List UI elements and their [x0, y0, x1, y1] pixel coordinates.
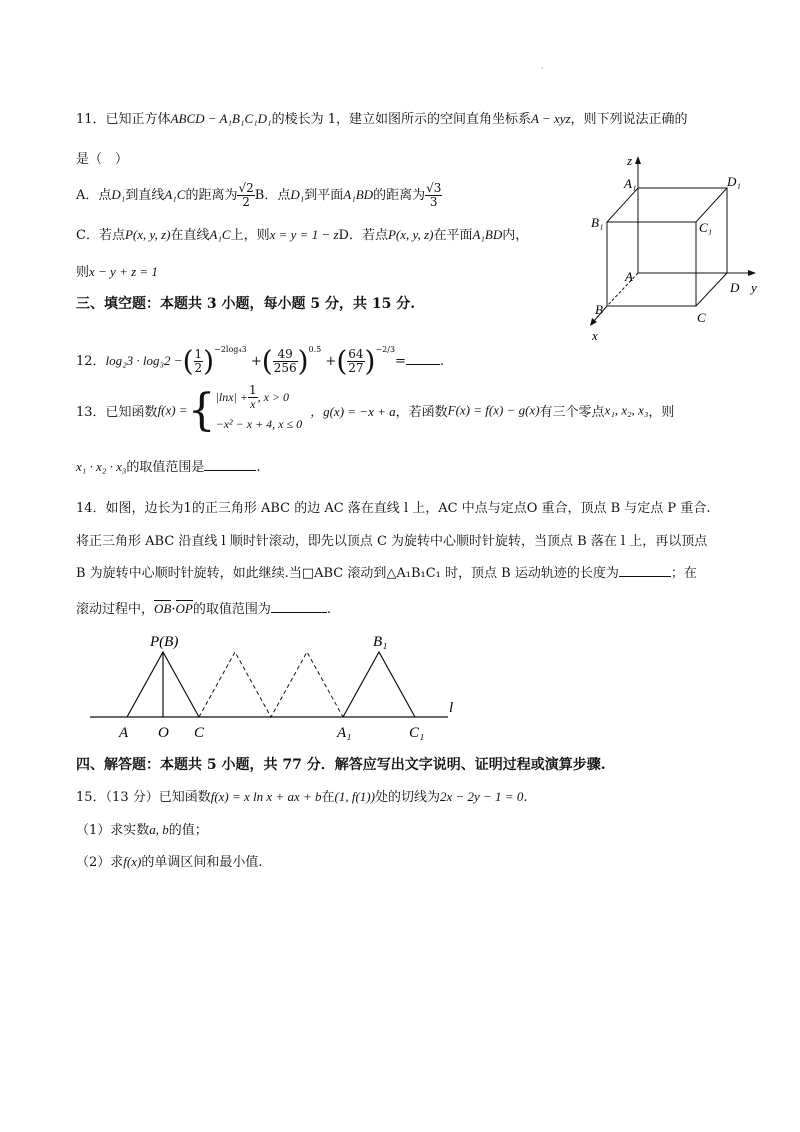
q12-answer-blank	[406, 364, 440, 365]
label-D1: D₁	[727, 174, 741, 189]
q15-line1: 15．（13 分）已知函数f(x) = x ln x + ax + b在(1, f(1))处的切线为2x − 2y − 1 = 0.	[76, 789, 528, 805]
header-mark: ·	[541, 64, 544, 73]
q13-line2: x₁ · x₂ · x₃的取值范围是 .	[76, 459, 261, 475]
label-C1: C₁	[409, 725, 425, 741]
label-A: A	[119, 725, 129, 741]
label-A1: A₁	[624, 176, 637, 191]
q11-line2: 是（ ）	[76, 152, 129, 167]
label-C: C	[697, 310, 706, 325]
q11-options-cd	[76, 224, 528, 243]
q14-answer-blank-2	[271, 612, 327, 613]
label-D: D	[730, 280, 740, 295]
label-C: C	[194, 725, 205, 741]
label-B: B	[595, 302, 603, 317]
label-PB: P(B)	[150, 634, 179, 650]
q13-line1: 13．已知函数f(x) ={ |lnx| + $\frac{1}{x}$ , x > 0 −x² − x + 4, x ≤ 0 ，g(x) = −x + a，若函数F(x) = f(x) − g(x)有三个零点x₁, x₂, x₃，则	[76, 383, 675, 436]
q14-answer-blank-1	[619, 576, 671, 577]
label-x: x	[592, 328, 598, 342]
label-A1: A₁	[337, 725, 352, 741]
label-B1: B₁	[591, 215, 604, 230]
q11-option-b: B．点D₁到平面A₁BD的距离为 $\frac{√3}{3}$	[254, 181, 442, 209]
x-axis-dashed	[607, 273, 638, 306]
q11-option-a: A．点D₁到直线A₁C的距离为 $\frac{√2}{2}$	[76, 181, 254, 209]
cube-front-face	[607, 222, 696, 306]
q14-line1: 14．如图，边长为1的正三角形 ABC 的边 AC 落在直线 l 上，AC 中点与定点O 重合，顶点 B 与定点 P 重合.	[76, 501, 711, 516]
q13-answer-blank	[204, 470, 256, 471]
q11-option-d: D．若点P(x, y, z)在平面A₁BD内，	[338, 227, 529, 243]
label-y: y	[751, 280, 757, 295]
rolling-triangle-figure	[88, 626, 468, 744]
q14-line2: 将正三角形 ABC 沿直线 l 顺时针滚动，即先以顶点 C 为旋转中心顺时针旋转，当顶点 B 落在 l 上，再以顶点	[76, 534, 708, 549]
triangle-A1B1C1	[343, 652, 415, 717]
label-B1: B₁	[373, 634, 388, 650]
q11-options-ab	[76, 175, 442, 216]
label-O: O	[158, 725, 169, 741]
q11-option-c: C．若点P(x, y, z)在直线A₁C上，则x = y = 1 − z	[76, 227, 339, 243]
q11-option-d-line2: 则x − y + z = 1	[76, 264, 158, 280]
q13-piecewise: |lnx| + $\frac{1}{x}$ , x > 0 −x² − x + 4, x ≤ 0	[215, 383, 303, 431]
dashed-rolls	[199, 652, 343, 717]
section3-heading: 三、填空题：本题共 3 小题，每小题 5 分，共 15 分.	[76, 296, 416, 312]
section4-heading: 四、解答题：本题共 5 小题，共 77 分．解答应写出文字说明、证明过程或演算步骤.	[76, 757, 606, 773]
q14-line3: B 为旋转中心顺时针旋转，如此继续.当□ABC 滚动到△A₁B₁C₁ 时，顶点 B 运动轨迹的长度为 ；在	[76, 566, 697, 581]
label-z: z	[627, 153, 633, 168]
q12-expression: 12．log₂3 · log₃2 −( $\frac{1}{2}$ )$^{-2log_43}$ +( $\frac{49}{256}$ )$^{0.5}$ +( $\frac{64}{27}$ )$^{-2/3}$= .	[76, 344, 445, 378]
cube-top-face	[607, 188, 727, 222]
label-C1: C₁	[699, 220, 713, 235]
q15-part1: （1）求实数a, b的值；	[76, 822, 208, 838]
q11-line1: 11．已知正方体ABCD − A₁B₁C₁D₁的棱长为 1，建立如图所示的空间直角坐标系A − xyz，则下列说法正确的	[76, 111, 688, 127]
q14-line4: 滚动过程中，OB·OP的取值范围为 .	[76, 601, 331, 617]
q15-part2: （2）求f(x)的单调区间和最小值.	[76, 854, 263, 870]
cube-figure	[575, 152, 775, 342]
label-A: A	[625, 269, 633, 284]
label-l: l	[449, 700, 454, 716]
